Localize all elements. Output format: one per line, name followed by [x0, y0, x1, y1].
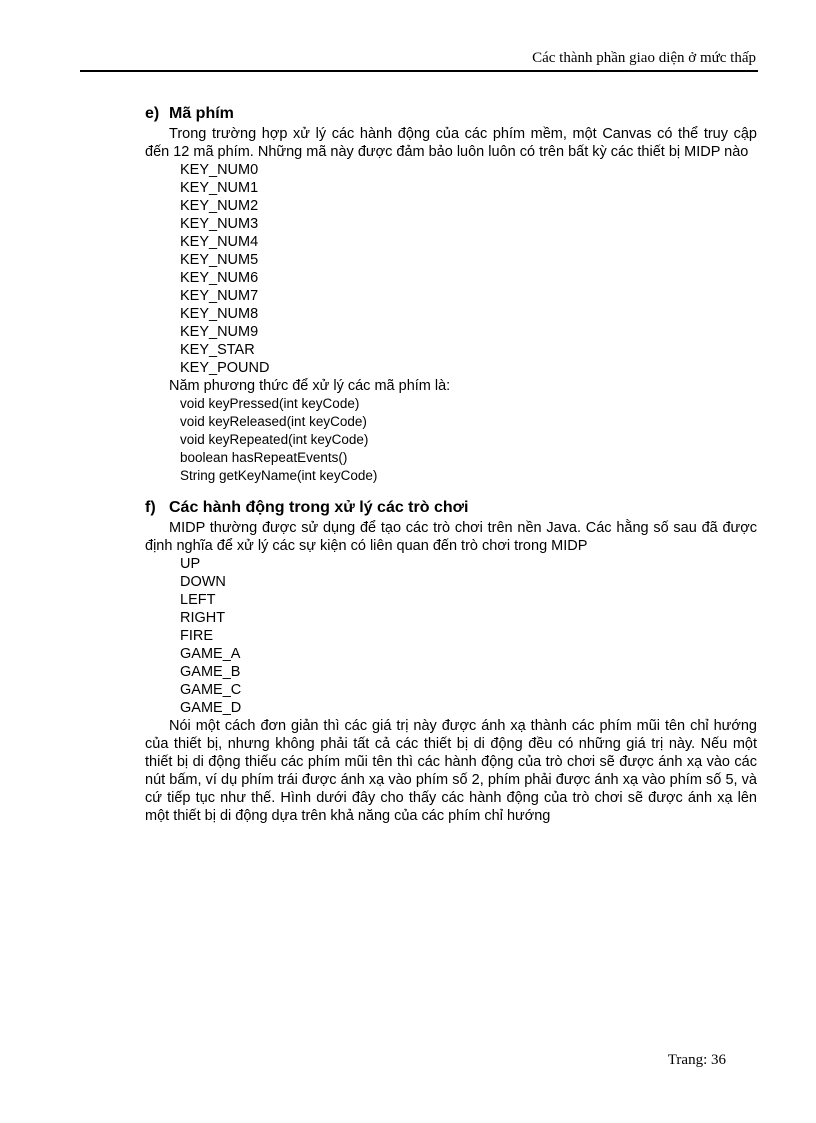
key-code-item: KEY_NUM5 — [180, 252, 259, 268]
method-item: void keyPressed(int keyCode) — [180, 396, 360, 411]
key-code-item: KEY_POUND — [180, 360, 270, 376]
game-constant-item: RIGHT — [180, 610, 226, 626]
section-f-letter: f) — [145, 499, 156, 516]
key-code-item: KEY_NUM7 — [180, 288, 259, 304]
key-code-item: KEY_NUM3 — [180, 216, 259, 232]
key-code-item: KEY_NUM6 — [180, 270, 259, 286]
game-constant-list — [145, 555, 757, 717]
running-header: Các thành phần giao diện ở mức thấp — [532, 50, 756, 66]
page-content — [145, 103, 757, 825]
section-e-paragraph: Trong trường hợp xử lý các hành động của các phím mềm, một Canvas có thể truy cập đến 12 mã phím. Những mã này được đảm bảo luôn luôn có trên bất kỳ các thiết bị MIDP nào — [145, 126, 757, 160]
game-constant-item: FIRE — [180, 628, 214, 644]
key-code-item: KEY_NUM2 — [180, 198, 259, 214]
section-f-heading — [145, 497, 757, 519]
method-item: String getKeyName(int keyCode) — [180, 468, 378, 483]
key-code-item: KEY_NUM0 — [180, 162, 259, 178]
game-constant-item: DOWN — [180, 574, 226, 590]
page-number: Trang: 36 — [667, 1052, 726, 1068]
game-constant-item: GAME_B — [180, 664, 241, 680]
key-code-item: KEY_STAR — [180, 342, 255, 358]
section-e-title: Mã phím — [169, 105, 234, 122]
section-e-letter: e) — [145, 105, 160, 122]
method-item: boolean hasRepeatEvents() — [180, 450, 348, 465]
method-list — [145, 395, 757, 485]
header-rule — [80, 70, 758, 72]
method-item: void keyReleased(int keyCode) — [180, 414, 367, 429]
game-constant-item: LEFT — [180, 592, 216, 608]
method-item: void keyRepeated(int keyCode) — [180, 432, 369, 447]
key-code-item: KEY_NUM4 — [180, 234, 259, 250]
key-code-item: KEY_NUM9 — [180, 324, 259, 340]
key-code-item: KEY_NUM8 — [180, 306, 259, 322]
methods-intro: Năm phương thức để xử lý các mã phím là: — [169, 378, 451, 394]
game-constant-item: UP — [180, 556, 201, 572]
key-code-list — [145, 161, 757, 377]
section-f-closing-paragraph: Nói một cách đơn giản thì các giá trị này được ánh xạ thành các phím mũi tên chỉ hướng của thiết bị, nhưng không phải tất cả các thiết bị di động đều có những giá trị này. Nếu một thiết bị di động thiếu các phím mũi tên thì các hành động của trò chơi sẽ được ánh xạ vào các nút bấm, ví dụ phím trái được ánh xạ vào phím số 2, phím phải được ánh xạ vào phím số 5, và cứ tiếp tục như thế. Hình dưới đây cho thấy các hành động của trò chơi sẽ được ánh xạ lên một thiết bị di động dựa trên khả năng của các phím chỉ hướng — [145, 718, 757, 824]
key-code-item: KEY_NUM1 — [180, 180, 259, 196]
section-e-heading — [145, 103, 757, 125]
section-f-paragraph: MIDP thường được sử dụng để tạo các trò chơi trên nền Java. Các hằng số sau đã được định nghĩa để xử lý các sự kiện có liên quan đến trò chơi trong MIDP — [145, 520, 757, 554]
game-constant-item: GAME_D — [180, 700, 242, 716]
game-constant-item: GAME_C — [180, 682, 242, 698]
section-f-title: Các hành động trong xử lý các trò chơi — [169, 499, 469, 516]
game-constant-item: GAME_A — [180, 646, 241, 662]
